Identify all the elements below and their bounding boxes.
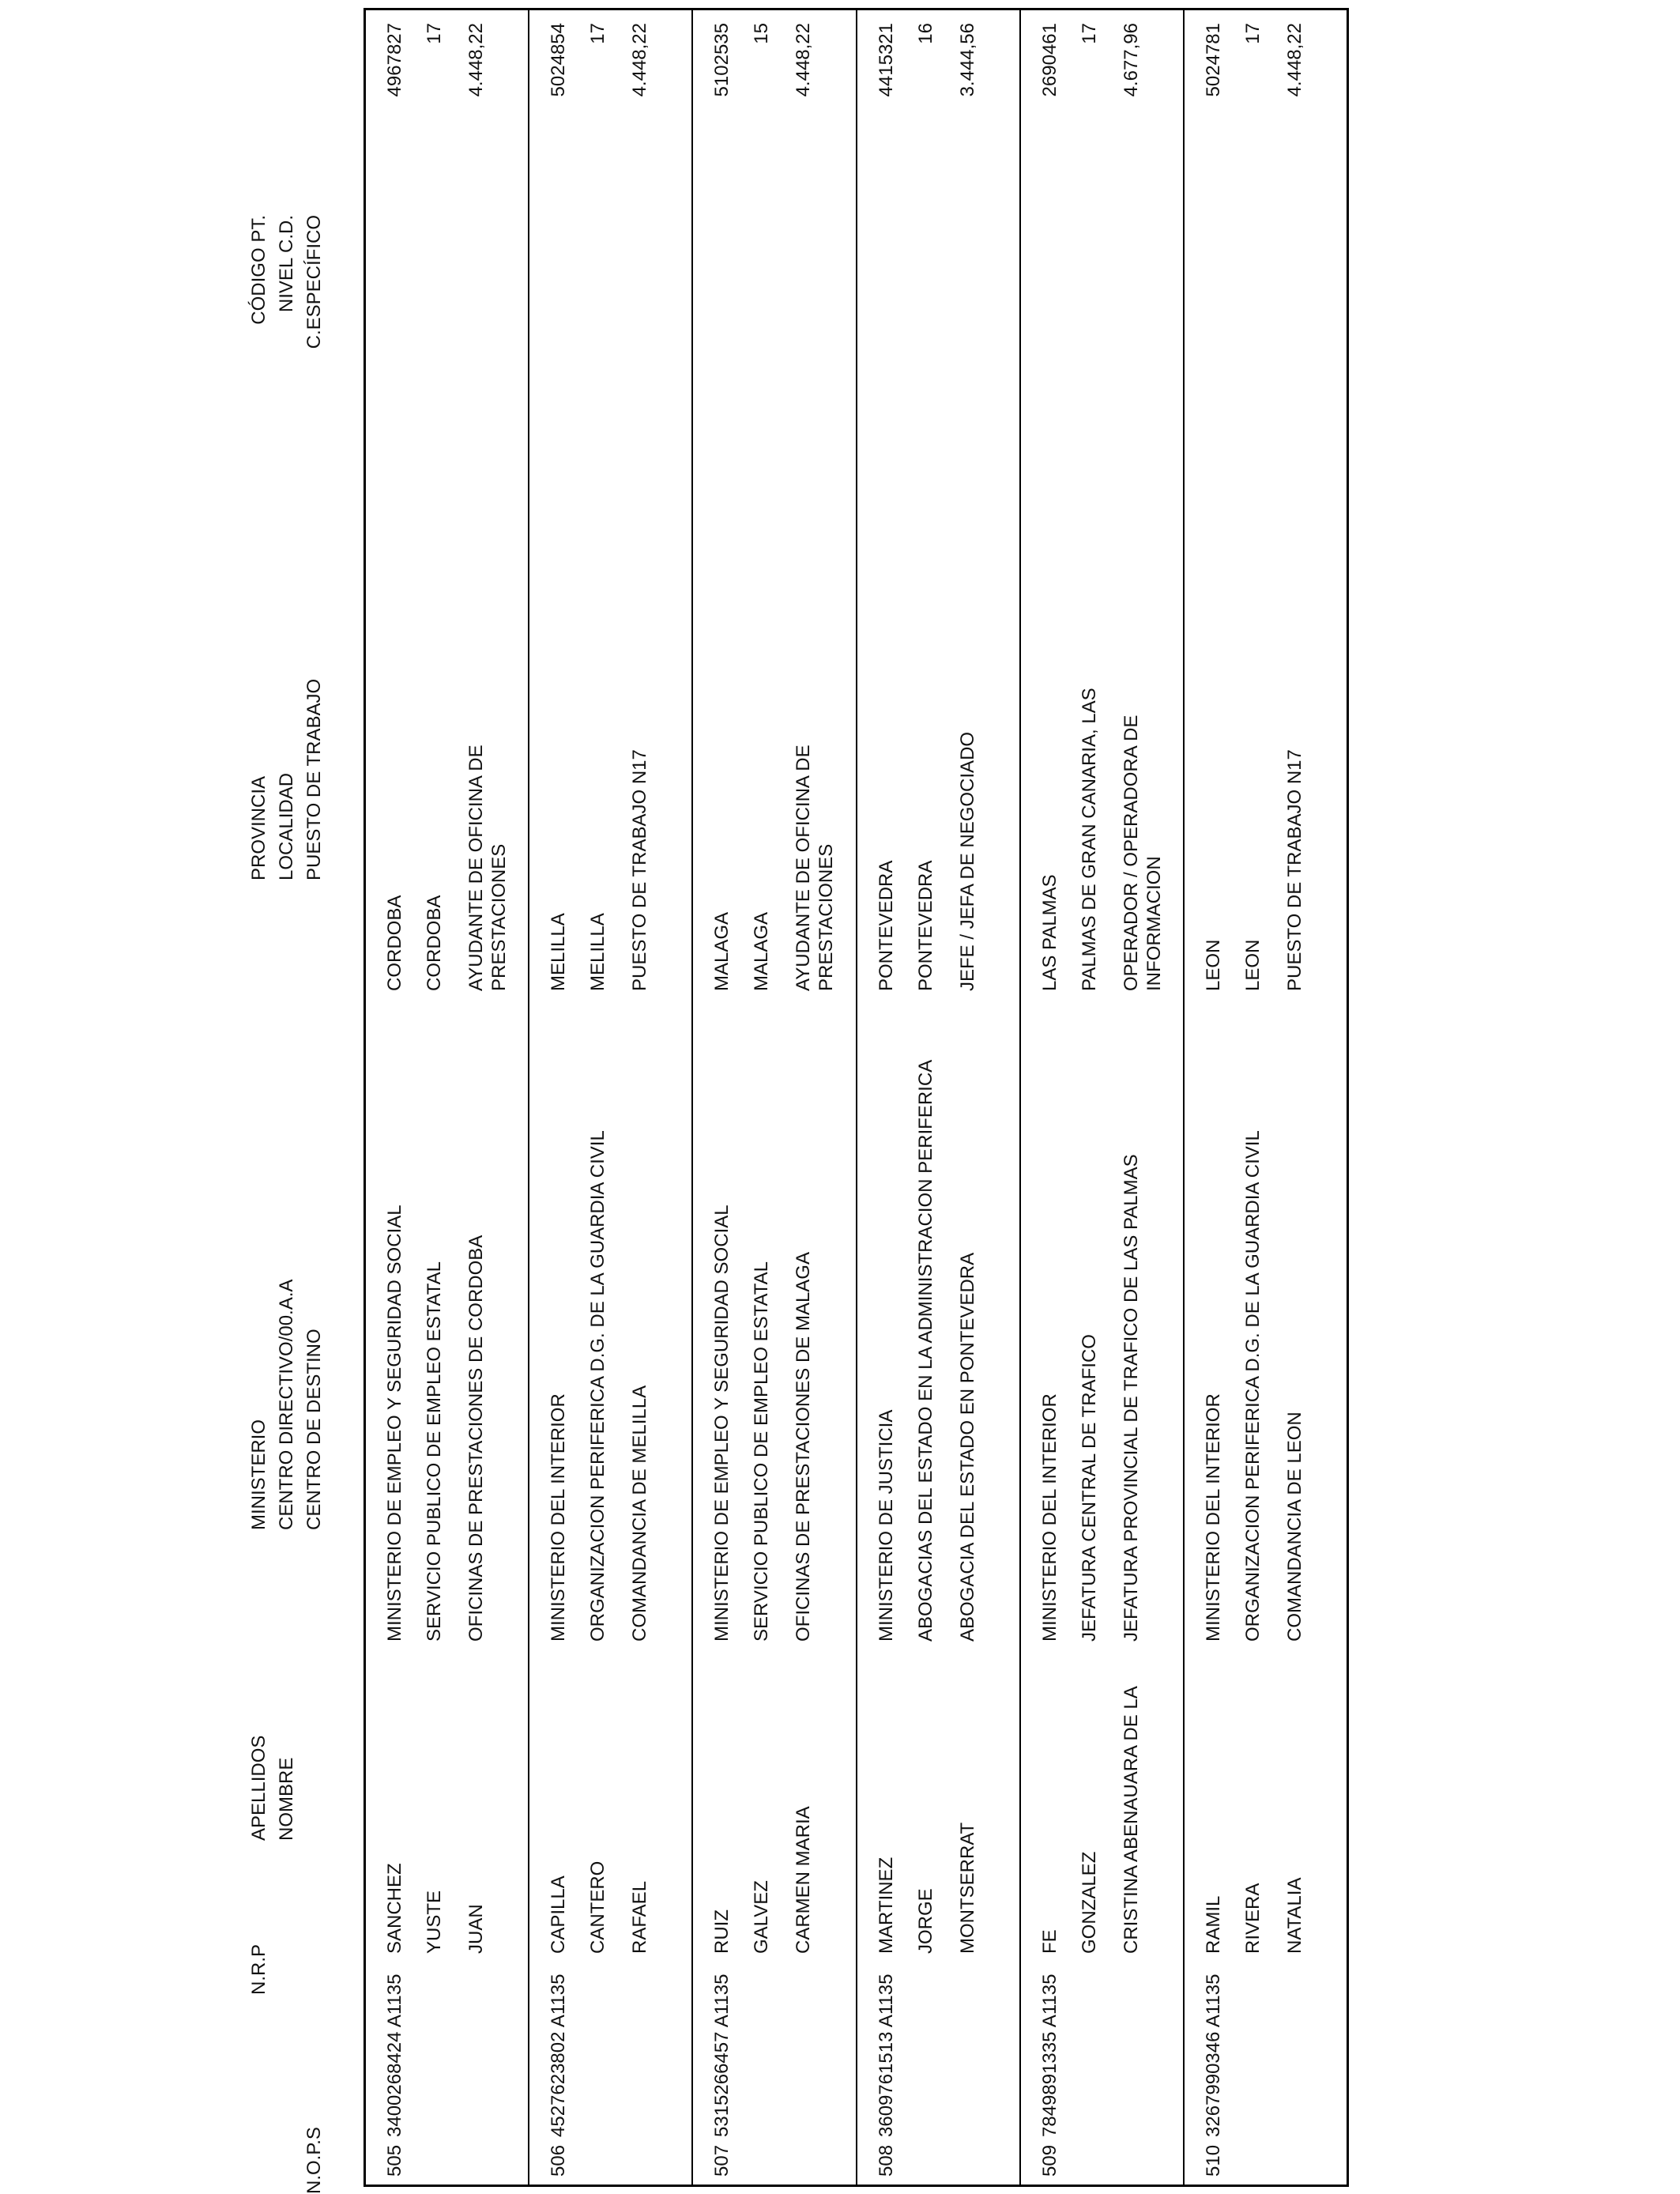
nrp-cell: 3400268424 A1135	[384, 1973, 405, 2137]
apellido2-cell: RIVERA	[1241, 1883, 1264, 1954]
puesto-cell: JEFE / JEFA DE NEGOCIADO	[956, 731, 978, 991]
localidad-cell: PONTEVEDRA	[914, 860, 936, 991]
centro-destino-cell: ABOGACIA DEL ESTADO EN PONTEVEDRA	[956, 1252, 978, 1642]
nivel-cell: 17	[424, 23, 445, 44]
apellido1-cell: CAPILLA	[548, 1875, 570, 1954]
especifico-cell: 3.444,56	[956, 23, 978, 97]
table-row-509	[1021, 10, 1185, 2185]
apellido2-cell: CANTERO	[587, 1860, 609, 1954]
nivel-cell: 16	[914, 23, 936, 44]
nombre-cell: JUAN	[465, 1904, 487, 1954]
nrp-cell: 5315266457 A1135	[711, 1973, 733, 2137]
nrp-cell: 3267990346 A1135	[1202, 1973, 1224, 2137]
header-codigo-label: CÓDIGO PT.	[248, 215, 269, 325]
nrp-cell: 4527623802 A1135	[548, 1973, 570, 2137]
apellido2-cell: JORGE	[914, 1888, 936, 1954]
localidad-cell: CORDOBA	[424, 895, 445, 991]
nivel-cell: 17	[1078, 23, 1100, 44]
header-centro-destino-label: CENTRO DE DESTINO	[303, 1329, 325, 1530]
table-row-507	[693, 10, 857, 2185]
nrp-cell: 3609761513 A1135	[875, 1973, 897, 2137]
records-table	[363, 8, 1349, 2187]
provincia-cell: MALAGA	[711, 911, 733, 991]
header-nops-label: N.O.P.S	[303, 2127, 325, 2194]
header-nrp	[245, 1944, 356, 1995]
centro-destino-cell: COMANDANCIA DE LEON	[1283, 1412, 1305, 1642]
centro-directivo-cell: JEFATURA CENTRAL DE TRAFICO	[1078, 1334, 1100, 1642]
header-nombre-label: NOMBRE	[276, 1757, 297, 1841]
header-nrp-label: N.R.P	[248, 1943, 269, 1995]
nombre-cell: MONTSERRAT	[956, 1822, 978, 1954]
especifico-cell: 4.448,22	[629, 23, 651, 97]
apellido1-cell: MARTINEZ	[875, 1857, 897, 1954]
apellido1-cell: FE	[1038, 1929, 1060, 1954]
puesto-cell: PUESTO DE TRABAJO N17	[1283, 749, 1305, 991]
especifico-cell: 4.677,96	[1120, 23, 1142, 97]
provincia-cell: PONTEVEDRA	[875, 860, 897, 991]
apellido1-cell: RUIZ	[711, 1909, 733, 1954]
header-puesto-label: PUESTO DE TRABAJO	[303, 678, 325, 880]
header-nivel-label: NIVEL C.D.	[276, 215, 297, 313]
header-centro-directivo-label: CENTRO DIRECTIVO/00.A.A	[276, 1279, 297, 1530]
puesto-cell: OPERADOR / OPERADORA DE INFORMACION	[1120, 714, 1165, 991]
header-localidad-label: LOCALIDAD	[276, 772, 297, 880]
nombre-cell: NATALIA	[1283, 1877, 1305, 1954]
nops-cell: 505	[384, 2144, 405, 2177]
nivel-cell: 15	[751, 23, 773, 44]
especifico-cell: 4.448,22	[465, 23, 487, 97]
apellido2-cell: GONZALEZ	[1078, 1851, 1100, 1954]
ministerio-cell: MINISTERIO DE EMPLEO Y SEGURIDAD SOCIAL	[384, 1204, 405, 1642]
ministerio-cell: MINISTERIO DE EMPLEO Y SEGURIDAD SOCIAL	[711, 1204, 733, 1642]
centro-directivo-cell: SERVICIO PUBLICO DE EMPLEO ESTATAL	[751, 1261, 773, 1642]
nops-cell: 508	[875, 2144, 897, 2177]
puesto-cell: PUESTO DE TRABAJO N17	[629, 749, 651, 991]
nivel-cell: 17	[1241, 23, 1264, 44]
nombre-cell: CARMEN MARIA	[793, 1806, 815, 1954]
header-apellidos-label: APELLIDOS	[248, 1735, 269, 1841]
localidad-cell: PALMAS DE GRAN CANARIA, LAS	[1078, 688, 1100, 991]
provincia-cell: LEON	[1202, 939, 1224, 991]
codigo-cell: 4967827	[384, 23, 405, 97]
header-especifico-label: C.ESPECÍFICO	[303, 215, 325, 349]
especifico-cell: 4.448,22	[1283, 23, 1305, 97]
nops-cell: 507	[711, 2144, 733, 2177]
table-row-510	[1185, 10, 1347, 2185]
nops-cell: 510	[1202, 2144, 1224, 2177]
nombre-cell: CRISTINA ABENAUARA DE LA	[1120, 1686, 1142, 1954]
header-provincia-label: PROVINCIA	[248, 775, 269, 880]
codigo-cell: 5102535	[711, 23, 733, 97]
apellido1-cell: SANCHEZ	[384, 1863, 405, 1954]
provincia-cell: MELILLA	[548, 913, 570, 991]
nivel-cell: 17	[587, 23, 609, 44]
ministerio-cell: MINISTERIO DE JUSTICIA	[875, 1409, 897, 1642]
header-codigo	[245, 215, 356, 384]
nops-cell: 506	[548, 2144, 570, 2177]
centro-directivo-cell: ABOGACIAS DEL ESTADO EN LA ADMINISTRACION PERIFERICA	[914, 1059, 936, 1642]
header-provincia	[245, 679, 356, 880]
ministerio-cell: MINISTERIO DEL INTERIOR	[548, 1393, 570, 1642]
centro-directivo-cell: ORGANIZACION PERIFERICA D.G. DE LA GUARDIA CIVIL	[587, 1130, 609, 1642]
puesto-cell: AYUDANTE DE OFICINA DE PRESTACIONES	[465, 745, 510, 991]
centro-directivo-cell: ORGANIZACION PERIFERICA D.G. DE LA GUARDIA CIVIL	[1241, 1130, 1264, 1642]
codigo-cell: 4415321	[875, 23, 897, 97]
table-row-505	[366, 10, 529, 2185]
header-ministerio-label: MINISTERIO	[248, 1419, 269, 1530]
centro-destino-cell: JEFATURA PROVINCIAL DE TRAFICO DE LAS PALMAS	[1120, 1154, 1142, 1642]
ministerio-cell: MINISTERIO DEL INTERIOR	[1202, 1393, 1224, 1642]
provincia-cell: LAS PALMAS	[1038, 874, 1060, 991]
codigo-cell: 5024781	[1202, 23, 1224, 97]
puesto-cell: AYUDANTE DE OFICINA DE PRESTACIONES	[793, 745, 838, 991]
ministerio-cell: MINISTERIO DEL INTERIOR	[1038, 1393, 1060, 1642]
nrp-cell: 7849891335 A1135	[1038, 1973, 1060, 2137]
localidad-cell: MELILLA	[587, 913, 609, 991]
codigo-cell: 2690461	[1038, 23, 1060, 97]
centro-destino-cell: OFICINAS DE PRESTACIONES DE MALAGA	[793, 1252, 815, 1642]
apellido1-cell: RAMIL	[1202, 1895, 1224, 1954]
header-apellidos-nombre	[245, 1736, 356, 1841]
header-ministerio	[245, 1280, 356, 1530]
nops-cell: 509	[1038, 2144, 1060, 2177]
table-row-508	[857, 10, 1021, 2185]
nombre-cell: RAFAEL	[629, 1880, 651, 1954]
table-row-506	[529, 10, 693, 2185]
especifico-cell: 4.448,22	[793, 23, 815, 97]
codigo-cell: 5024854	[548, 23, 570, 97]
provincia-cell: CORDOBA	[384, 895, 405, 991]
centro-directivo-cell: SERVICIO PUBLICO DE EMPLEO ESTATAL	[424, 1261, 445, 1642]
apellido2-cell: YUSTE	[424, 1890, 445, 1954]
centro-destino-cell: OFICINAS DE PRESTACIONES DE CORDOBA	[465, 1235, 487, 1642]
localidad-cell: LEON	[1241, 939, 1264, 991]
localidad-cell: MALAGA	[751, 911, 773, 991]
centro-destino-cell: COMANDANCIA DE MELILLA	[629, 1385, 651, 1642]
apellido2-cell: GALVEZ	[751, 1880, 773, 1954]
